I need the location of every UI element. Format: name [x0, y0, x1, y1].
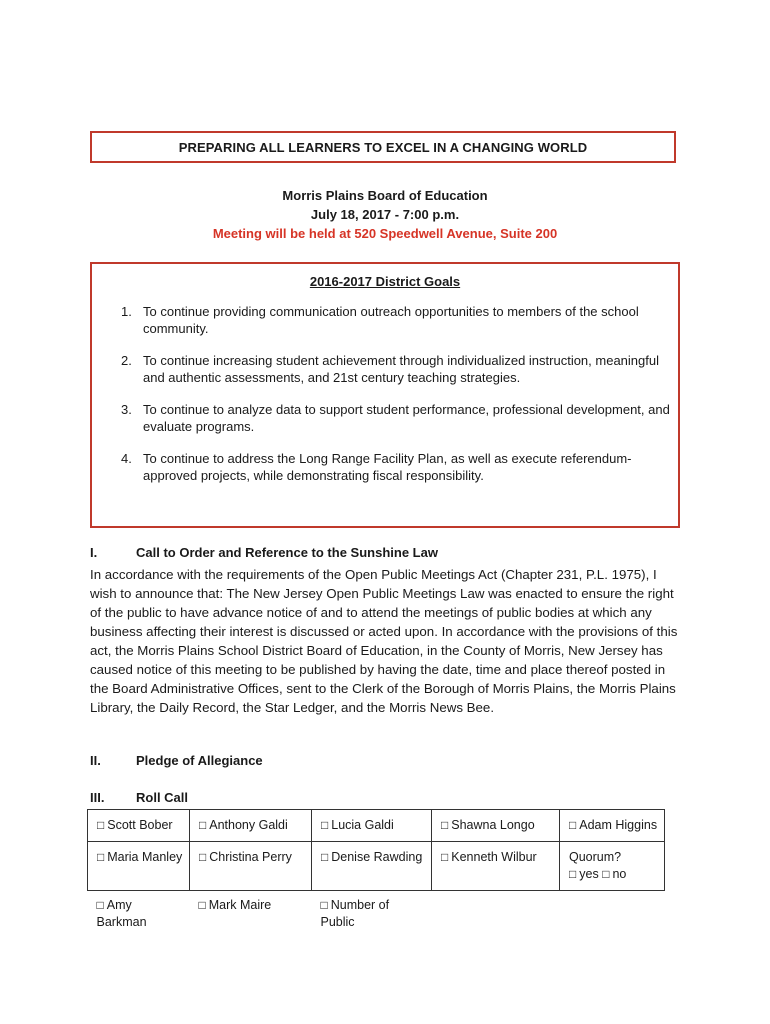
member-name: Amy Barkman [96, 898, 147, 929]
roll-cell[interactable] [190, 810, 312, 842]
member-name: Maria Manley [107, 850, 183, 864]
checkbox-icon[interactable]: □ [321, 850, 329, 864]
roll-cell[interactable] [312, 891, 432, 939]
roll-cell[interactable] [312, 810, 432, 842]
goals-list [92, 303, 678, 484]
checkbox-icon[interactable]: □ [199, 818, 207, 832]
checkbox-icon[interactable]: □ [97, 818, 105, 832]
meeting-date: July 18, 2017 - 7:00 p.m. [310, 207, 460, 222]
goal-number: 3. [121, 402, 132, 417]
goal-text: To continue increasing student achievement through individualized instruction, meaningful and authentic assessments, and 21st century teaching strategies. [143, 353, 659, 385]
member-name: Scott Bober [107, 818, 173, 832]
checkbox-icon[interactable]: □ [441, 850, 449, 864]
org-name: Morris Plains Board of Education [282, 188, 488, 203]
roll-cell[interactable] [312, 842, 432, 891]
table-row [88, 891, 665, 939]
section-heading [90, 790, 690, 805]
member-name: Adam Higgins [579, 818, 658, 832]
checkbox-icon[interactable]: □ [321, 818, 329, 832]
table-row [88, 810, 665, 842]
checkbox-icon[interactable]: □ [199, 850, 207, 864]
roll-cell[interactable] [88, 842, 190, 891]
member-name: Christina Perry [209, 850, 292, 864]
member-name: Shawna Longo [451, 818, 535, 832]
goal-text: To continue providing communication outreach opportunities to members of the school community. [143, 304, 639, 336]
checkbox-icon[interactable]: □ [97, 850, 105, 864]
sunshine-law-paragraph: In accordance with the requirements of the Open Public Meetings Act (Chapter 231, P.L. 1975), I wish to announce that: The New Jersey Open Public Meetings Law was enacted to ensure the right of the public to have advance notice of and to attend the meetings of public bodies at which any business affecting their interest is discussed or acted upon. In accordance with the provisions of this act, the Morris Plains School District Board of Education, in the County of Morris, New Jersey has caused notice of this meeting to be published by having the date, time and place thereof posted in the Board Administrative Offices, sent to the Clerk of the Borough of Morris Plains, the Morris Plains Library, the Daily Record, the Star Ledger, and the Morris News Bee. [90, 567, 678, 715]
quorum-cell [560, 842, 665, 891]
section-pledge [90, 753, 690, 768]
member-name: Lucia Galdi [331, 818, 394, 832]
roll-cell[interactable] [190, 842, 312, 891]
quorum-yes-option[interactable]: yes [579, 867, 599, 881]
goals-title: 2016-2017 District Goals [309, 274, 461, 289]
checkbox-icon[interactable]: □ [198, 898, 206, 912]
section-title: Pledge of Allegiance [136, 753, 263, 768]
goal-number: 1. [121, 304, 132, 319]
mission-text: PREPARING ALL LEARNERS TO EXCEL IN A CHANGING WORLD [178, 139, 588, 155]
district-goals-box [90, 262, 680, 528]
quorum-label: Quorum? [569, 850, 622, 864]
checkbox-icon[interactable]: □ [569, 867, 577, 881]
roll-cell[interactable] [88, 891, 190, 939]
meeting-header [0, 186, 770, 243]
roll-cell[interactable] [190, 891, 312, 939]
member-name: Denise Rawding [331, 850, 423, 864]
empty-cell [432, 891, 560, 939]
roll-cell[interactable] [432, 810, 560, 842]
checkbox-icon[interactable]: □ [441, 818, 449, 832]
member-name: Mark Maire [208, 898, 272, 912]
member-name: Kenneth Wilbur [451, 850, 537, 864]
roll-cell[interactable] [88, 810, 190, 842]
goal-text: To continue to analyze data to support student performance, professional development, and evaluate programs. [143, 402, 670, 434]
goal-item [92, 352, 678, 386]
section-roll-call [90, 790, 690, 805]
quorum-no-option[interactable]: no [612, 867, 627, 881]
checkbox-icon[interactable]: □ [320, 898, 328, 912]
section-heading [90, 545, 690, 560]
section-title: Roll Call [136, 790, 189, 805]
roll-call-table [87, 809, 665, 938]
goal-item [92, 303, 678, 337]
goal-item [92, 450, 678, 484]
checkbox-icon[interactable]: □ [602, 867, 610, 881]
sunshine-law-text-block [90, 564, 682, 717]
meeting-location: Meeting will be held at 520 Speedwell Avenue, Suite 200 [212, 226, 558, 241]
section-heading [90, 753, 690, 768]
section-call-to-order [90, 545, 690, 560]
section-title: Call to Order and Reference to the Sunshine Law [136, 545, 438, 560]
goal-number: 2. [121, 353, 132, 368]
section-numeral: I. [90, 545, 98, 560]
mission-banner [90, 131, 676, 163]
member-name: Anthony Galdi [209, 818, 288, 832]
roll-cell[interactable] [432, 842, 560, 891]
goal-text: To continue to address the Long Range Facility Plan, as well as execute referendum-approved projects, while demonstrating fiscal responsibility. [143, 451, 632, 483]
goal-item [92, 401, 678, 435]
checkbox-icon[interactable]: □ [96, 898, 104, 912]
checkbox-icon[interactable]: □ [569, 818, 577, 832]
table-row [88, 842, 665, 891]
goal-number: 4. [121, 451, 132, 466]
section-numeral: II. [90, 753, 101, 768]
public-count-label: Number of Public [320, 898, 390, 929]
roll-cell[interactable] [560, 810, 665, 842]
empty-cell [560, 891, 665, 939]
section-numeral: III. [90, 790, 105, 805]
